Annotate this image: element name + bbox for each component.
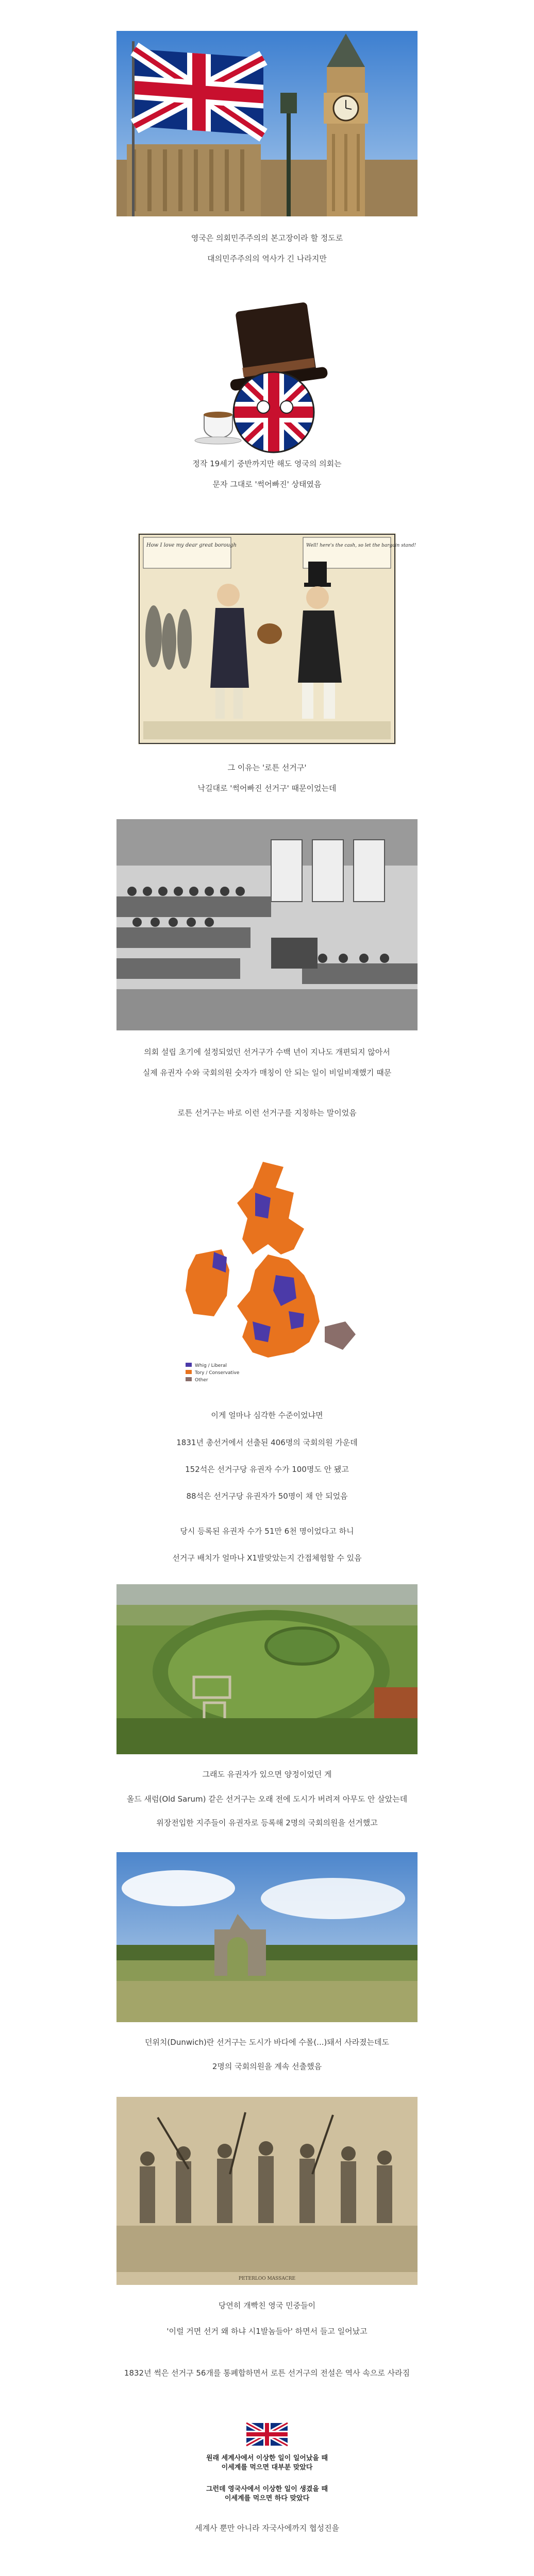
caption-7a: 던위치(Dunwich)란 선거구는 도시가 바다에 수몰(...)돼서 사라졌는데도	[144, 2038, 390, 2047]
caption-5f: 선거구 배치가 얼마나 X1발맞았는지 간접체험할 수 있음	[172, 1553, 362, 1563]
caption-8b: '이럴 거면 선거 왜 하냐 시1발놈들아' 하면서 들고 일어났고	[166, 2327, 368, 2336]
caption-9c: 그런데 영국사에서 이상한 일이 생겼을 때	[206, 2485, 328, 2493]
old-sarum-aerial-image	[116, 1584, 418, 1754]
caption-1a: 영국은 의회민주주의의 본고장이라 할 정도로	[191, 233, 343, 243]
caption-2a: 정작 19세기 중반까지만 해도 영국의 의회는	[192, 459, 342, 468]
caption-4c: 로튼 선거구는 바로 이런 선거구를 지칭하는 말이었음	[177, 1108, 357, 1117]
uk-constituency-map-image	[165, 1157, 371, 1394]
caption-5d: 88석은 선거구당 유권자가 50명이 채 안 되었음	[186, 1492, 348, 1501]
caption-8a: 당연히 개빡친 영국 민중들이	[218, 2301, 316, 2310]
caption-9b: 이세계를 먹으면 대부분 맞았다	[221, 2464, 313, 2471]
caption-6a: 그래도 유권자가 있으면 양정이었던 게	[202, 1770, 332, 1779]
map-legend-2: Other	[195, 1378, 208, 1383]
parliament-engraving-image	[116, 819, 418, 1030]
peterloo-engraving-image	[116, 2097, 418, 2285]
caption-4a: 의회 설립 초기에 설정되었던 선거구가 수백 년이 지나도 개편되지 않아서	[144, 1047, 390, 1057]
cartoon-bubble-right: Well! here's the cash, so let the bargain stand!	[306, 543, 416, 548]
union-jack-flag-icon	[246, 2423, 288, 2446]
britain-countryball-image	[116, 291, 418, 446]
map-legend-0: Whig / Liberal	[195, 1363, 227, 1368]
caption-1b: 대의민주주의의 역사가 긴 나라지만	[207, 254, 327, 263]
caption-3b: 낙길대로 '썩어빠진 선거구' 때문이었는데	[197, 784, 337, 793]
caption-7b: 2명의 국회의원을 계속 선출했음	[212, 2062, 322, 2071]
caption-5c: 152석은 선거구당 유권자 수가 100명도 안 됐고	[185, 1465, 349, 1474]
caption-4b: 실제 유권자 수와 국회의원 숫자가 매칭이 안 되는 일이 비일비재했기 때문	[142, 1068, 392, 1077]
map-legend-1: Tory / Conservative	[195, 1370, 240, 1376]
caption-8c: 1832년 썩은 선거구 56개를 통폐합하면서 로튼 선거구의 전설은 역사 속으로 사라짐	[124, 2368, 410, 2378]
caption-9e: 세계사 뿐만 아니라 자국사에까지 협성진을	[195, 2523, 339, 2533]
political-cartoon-image	[138, 533, 416, 744]
union-jack-big-ben-image	[116, 31, 418, 216]
caption-6c: 위장전입한 지주들이 유권자로 등록해 2명의 국회의원을 선거했고	[156, 1818, 378, 1827]
engraving-caption: PETERLOO MASSACRE	[238, 2276, 296, 2281]
dunwich-ruins-image	[116, 1852, 418, 2022]
caption-5a: 이게 얼마나 심각한 수준이었냐면	[211, 1411, 323, 1420]
caption-5e: 당시 등록된 유권자 수가 51만 6천 명이었다고 하니	[180, 1527, 354, 1536]
caption-5b: 1831년 총선거에서 선출된 406명의 국회의원 가운데	[176, 1438, 358, 1447]
caption-9a: 원래 세계사에서 이상한 일이 일어났을 때	[206, 2454, 328, 2462]
caption-3a: 그 이유는 '로튼 선거구'	[227, 763, 307, 772]
caption-6b: 올드 새럼(Old Sarum) 같은 선거구는 오래 전에 도시가 버려져 아무도 안 살았는데	[126, 1794, 408, 1804]
cartoon-bubble-left: How I love my dear great borough	[146, 543, 237, 548]
caption-9d: 이세계를 먹으면 하다 맞았다	[224, 2495, 310, 2502]
caption-2b: 문자 그대로 '썩어빠진' 상태였음	[212, 480, 322, 489]
